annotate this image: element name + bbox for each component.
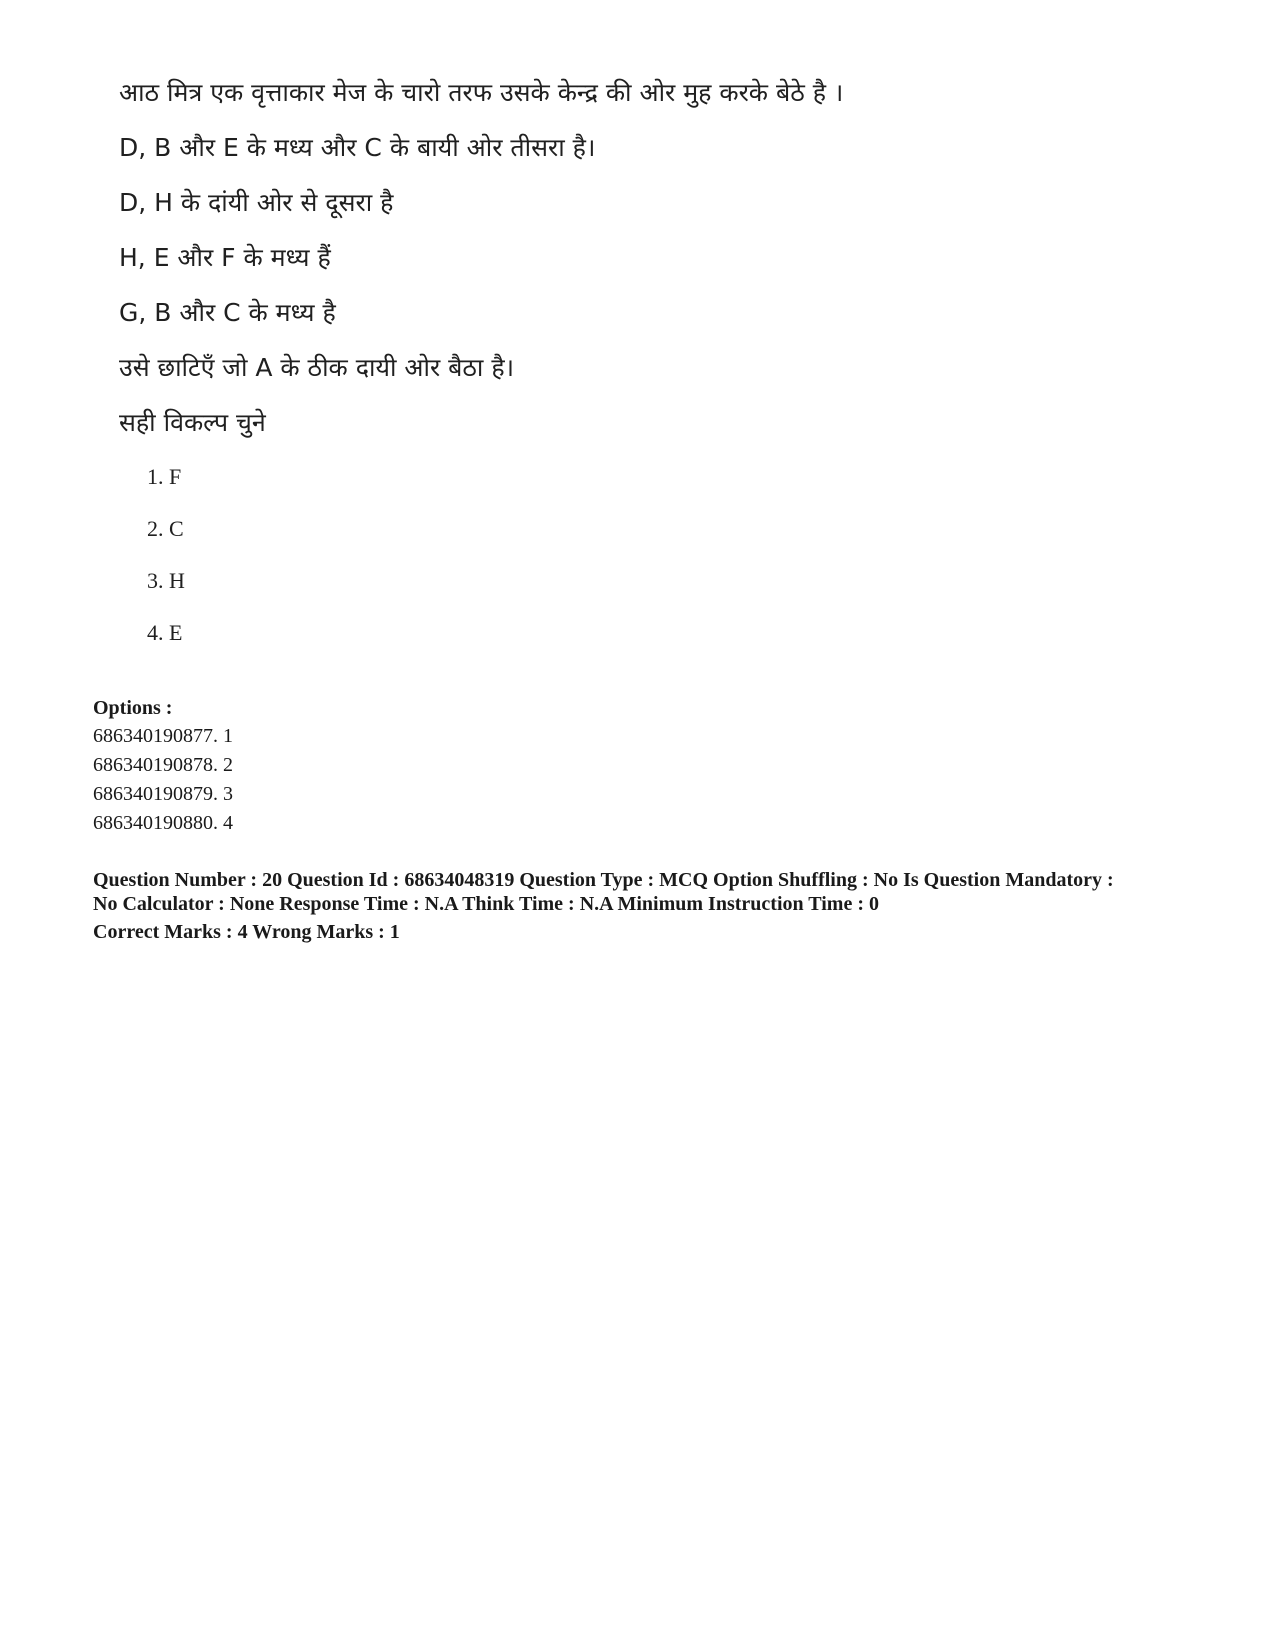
metadata-line: No Calculator : None Response Time : N.A Think Time : N.A Minimum Instruction Time : 0 bbox=[93, 893, 879, 915]
option-item: 686340190879. 3 bbox=[93, 783, 233, 805]
answer-choice: 2. C bbox=[147, 516, 184, 541]
option-item: 686340190880. 4 bbox=[93, 812, 233, 834]
question-text bbox=[119, 78, 1019, 671]
answer-choices bbox=[119, 463, 1019, 647]
option-item: 686340190878. 2 bbox=[93, 754, 233, 776]
marks-line: Correct Marks : 4 Wrong Marks : 1 bbox=[93, 921, 400, 943]
question-line: D, B और E के मध्य और C के बायी ओर तीसरा है। bbox=[119, 133, 596, 162]
options-section bbox=[93, 694, 1193, 838]
question-metadata bbox=[93, 868, 1213, 944]
question-line: उसे छाटिएँ जो A के ठीक दायी ओर बैठा है। bbox=[119, 353, 515, 382]
metadata-line: Question Number : 20 Question Id : 68634048319 Question Type : MCQ Option Shuffling : No Is Question Mandatory : bbox=[93, 869, 1114, 891]
question-line: D, H के दांयी ओर से दूसरा है bbox=[119, 188, 394, 217]
option-item: 686340190877. 1 bbox=[93, 725, 233, 747]
answer-choice: 1. F bbox=[147, 464, 182, 489]
answer-choice: 4. E bbox=[147, 620, 183, 645]
options-heading: Options : bbox=[93, 697, 173, 719]
answer-choice: 3. H bbox=[147, 568, 185, 593]
question-line: सही विकल्प चुने bbox=[119, 408, 266, 437]
question-line: H, E और F के मध्य हैं bbox=[119, 243, 331, 272]
question-line: G, B और C के मध्य है bbox=[119, 298, 336, 327]
question-line: आठ मित्र एक वृत्ताकार मेज के चारो तरफ उसके केन्द्र की ओर मुह करके बेठे है । bbox=[119, 78, 844, 107]
